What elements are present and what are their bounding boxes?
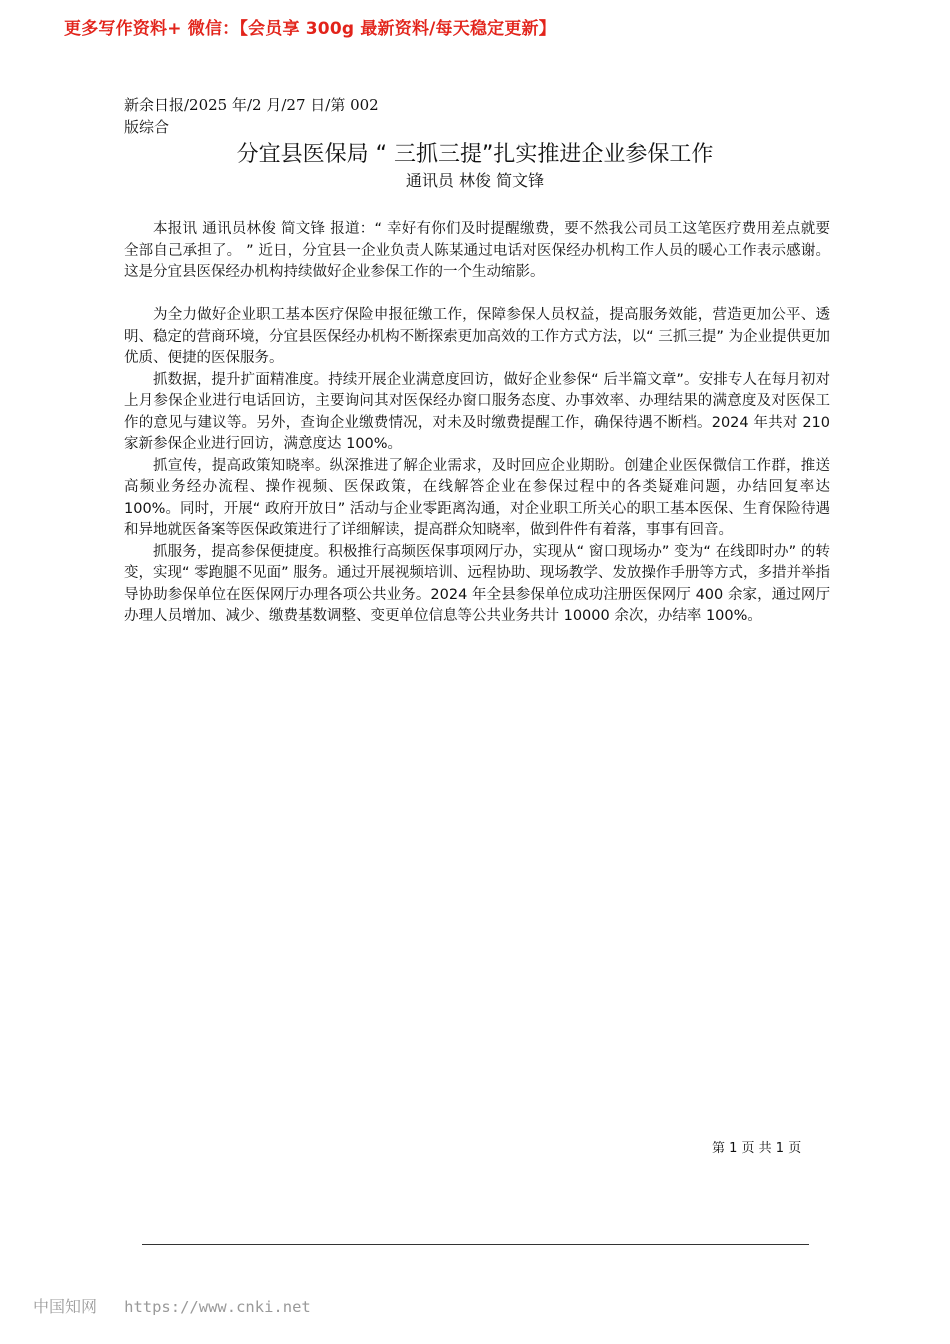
promo-banner: 更多写作资料+ 微信：【会员享 300g 最新资料/每天稳定更新】	[64, 19, 556, 39]
page-number: 第 1 页 共 1 页	[712, 1141, 802, 1156]
watermark-name: 中国知网	[33, 1297, 98, 1316]
article-paragraph: 本报讯 通讯员林俊 简文锋 报道：“ 幸好有你们及时提醒缴费，要不然我公司员工这笔医疗费用差点就要全部自己承担了。 ” 近日，分宜县一企业负责人陈某通过电话对医保经办机构工作人员的暖心工作表示感谢。这是分宜县医保经办机构持续做好企业参保工作的一个生动缩影。	[124, 221, 830, 280]
watermark	[33, 1294, 311, 1317]
article-body	[124, 219, 830, 628]
article-source: 新余日报/2025 年/2 月/27 日/第 002 版综合	[124, 96, 379, 136]
footer-divider	[142, 1244, 809, 1245]
article-paragraph: 为全力做好企业职工基本医疗保险申报征缴工作，保障参保人员权益，提高服务效能，营造更加公平、透明、稳定的营商环境，分宜县医保经办机构不断探索更加高效的工作方式方法，以“ 三抓三提” 为企业提供更加优质、便捷的医保服务。	[124, 307, 830, 366]
article-paragraph: 抓服务，提高参保便捷度。积极推行高频医保事项网厅办，实现从“ 窗口现场办” 变为“ 在线即时办” 的转变，实现“ 零跑腿不见面” 服务。通过开展视频培训、远程协助、现场教学、发放操作手册等方式，多措并举指导协助参保单位在医保网厅办理各项公共业务。2024 年全县参保单位成功注册医保网厅 400 余家，通过网厅办理人员增加、减少、缴费基数调整、变更单位信息等公共业务共计 10000 余次，办结率 100%。	[124, 543, 830, 624]
article-title: 分宜县医保局 “ 三抓三提”扎实推进企业参保工作	[236, 142, 714, 167]
article-paragraph: 抓宣传，提高政策知晓率。纵深推进了解企业需求，及时回应企业期盼。创建企业医保微信工作群，推送高频业务经办流程、操作视频、医保政策，在线解答企业在参保过程中的各类疑难问题，办结回复率达 100%。同时，开展“ 政府开放日” 活动与企业零距离沟通，对企业职工所关心的职工基本医保、生育保险待遇和异地就医备案等医保政策进行了详细解读，提高群众知晓率，做到件件有着落，事事有回音。	[124, 457, 830, 538]
article-byline: 通讯员 林俊 简文锋	[405, 171, 545, 190]
watermark-url: https://www.cnki.net	[124, 1298, 311, 1316]
article-paragraph: 抓数据，提升扩面精准度。持续开展企业满意度回访，做好企业参保“ 后半篇文章”。安排专人在每月初对上月参保企业进行电话回访，主要询问其对医保经办窗口服务态度、办事效率、办理结果的满意度及对医保工作的意见与建议等。另外，查询企业缴费情况，对未及时缴费提醒工作，确保待遇不断档。2024 年共对 210 家新参保企业进行回访，满意度达 100%。	[124, 371, 830, 452]
